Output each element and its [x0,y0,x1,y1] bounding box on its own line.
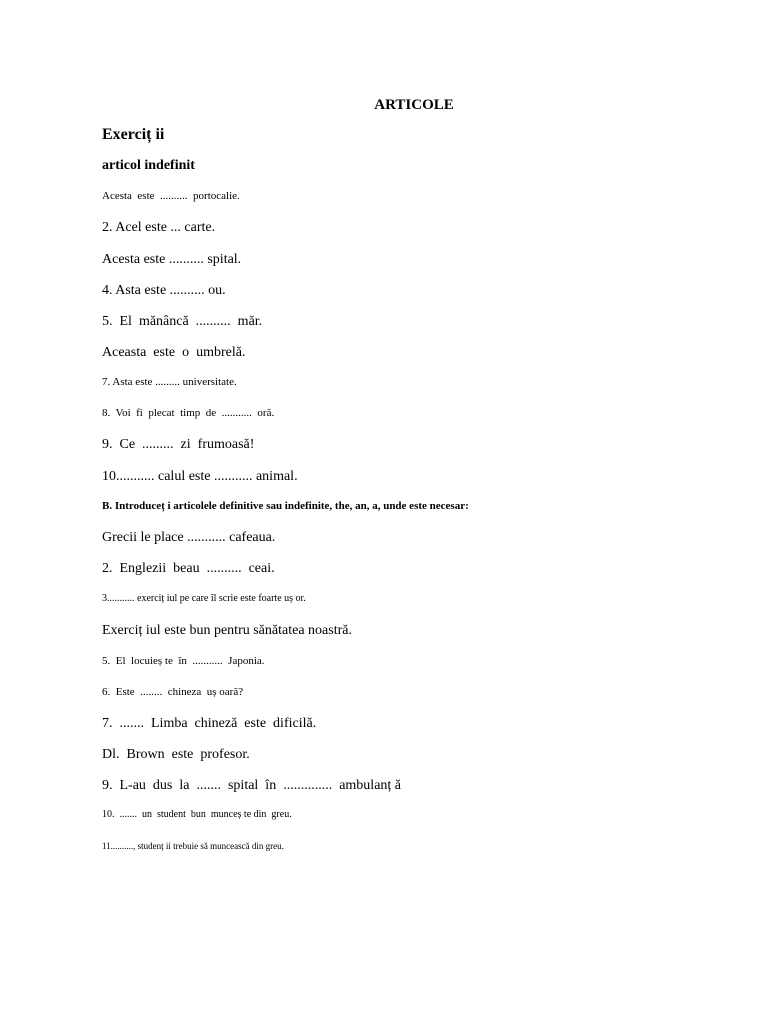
section-a-item-6: Aceasta este o umbrelă. [102,345,246,360]
section-b-item-10: 10. ....... un student bun munceș te din greu. [102,809,292,820]
section-a-item-4: 4. Asta este .......... ou. [102,283,226,298]
section-a-item-3: Acesta este .......... spital. [102,252,242,267]
section-a-title: articol indefinit [102,158,195,173]
section-a-item-2: 2. Acel este ... carte. [102,220,216,235]
section-b-item-4: Exerciț iul este bun pentru sănătatea noastră. [102,623,352,638]
section-b-item-2: 2. Englezii beau .......... ceai. [102,561,275,576]
section-a-item-10: 10........... calul este ........... animal. [102,469,298,484]
section-b-item-6: 6. Este ........ chineza uș oară? [102,686,244,698]
document-title: ARTICOLE [374,97,454,113]
section-a-item-8: 8. Voi fi plecat timp de ........... oră. [102,407,275,419]
section-b-item-11: 11.........., studenț ii trebuie să muncească din greu. [102,841,284,851]
section-b-item-3: 3........... exerciț iul pe care îl scrie este foarte uș or. [102,593,306,604]
section-a-item-7: 7. Asta este ......... universitate. [102,376,237,388]
section-b-item-8: Dl. Brown este profesor. [102,747,250,762]
section-b-item-1: Grecii le place ........... cafeaua. [102,530,276,545]
section-b-item-5: 5. El locuieș te în ........... Japonia. [102,655,265,667]
section-b-item-9: 9. L-au dus la ....... spital în .............. ambulanț ă [102,778,402,793]
section-a-item-1: Acesta este .......... portocalie. [102,190,240,202]
section-a-item-9: 9. Ce ......... zi frumoasă! [102,437,255,452]
section-b-item-7: 7. ....... Limba chineză este dificilă. [102,716,317,731]
exercises-heading: Exerciț ii [102,126,165,143]
section-a-item-5: 5. El mănâncă .......... măr. [102,314,263,329]
section-b-title: B. Introduceț i articolele definitive sau indefinite, the, an, a, unde este necesar: [102,500,469,512]
